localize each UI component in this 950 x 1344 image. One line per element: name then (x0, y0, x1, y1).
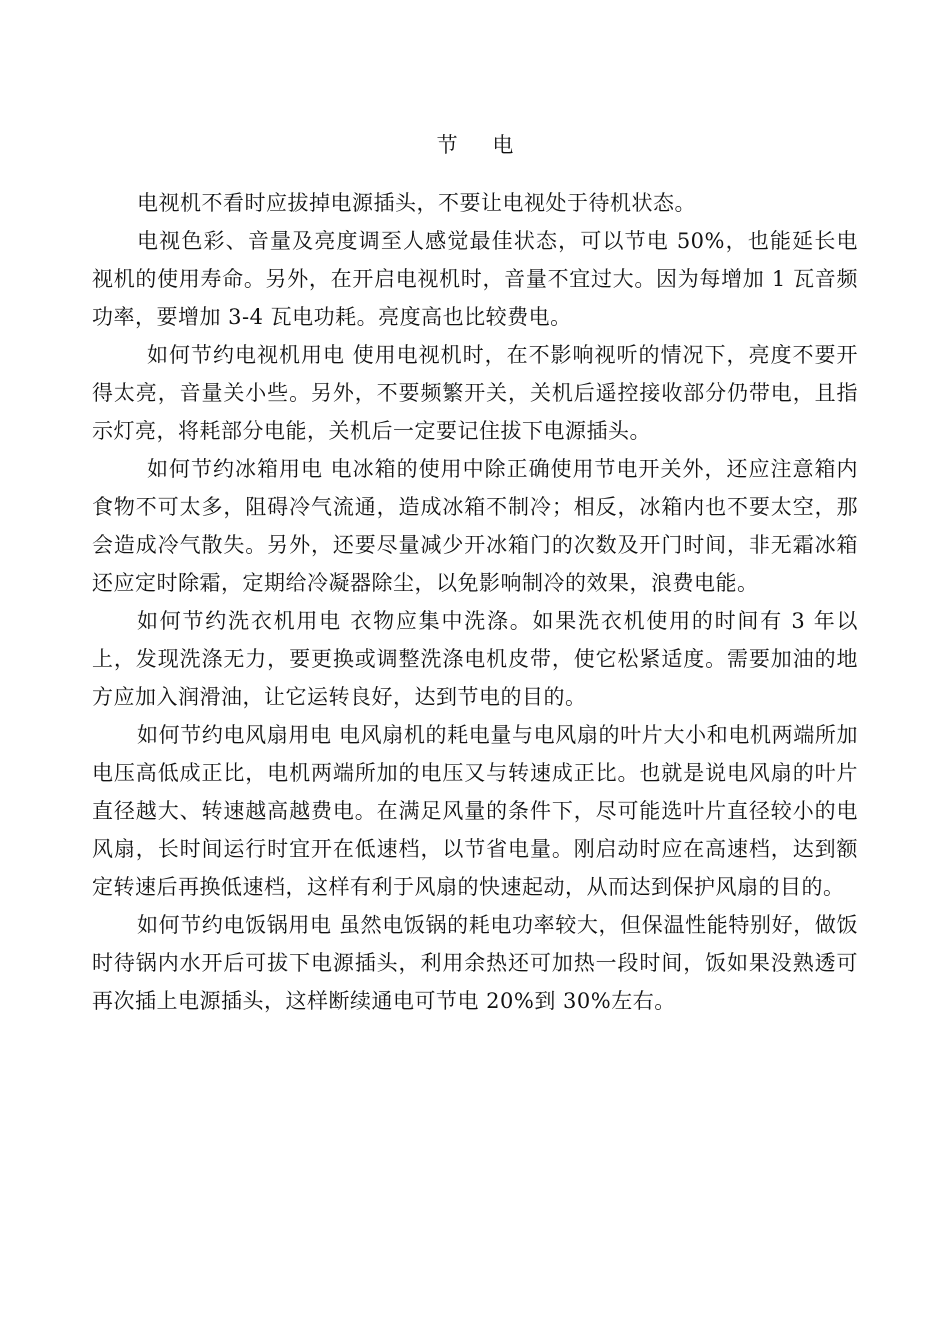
paragraph-tv-standby: 电视机不看时应拔掉电源插头，不要让电视处于待机状态。 (137, 191, 696, 215)
paragraph-tv-settings: 电视色彩、音量及亮度调至人感觉最佳状态，可以节电 50%，也能延长电视机的使用寿命。另外，在开启电视机时，音量不宜过大。因为每增加 1 瓦音频功率，要增加 3-4 瓦电功耗。亮度高也比较费电。 (92, 229, 858, 329)
document-body (92, 126, 858, 1020)
paragraph-washer-saving: 如何节约洗衣机用电 衣物应集中洗涤。如果洗衣机使用的时间有 3 年以上，发现洗涤无力，要更换或调整洗涤电机皮带，使它松紧适度。需要加油的地方应加入润滑油，让它运转良好，达到节电的目的。 (92, 609, 858, 709)
paragraph-tv-saving: 如何节约电视机用电 使用电视机时，在不影响视听的情况下，亮度不要开得太亮，音量关小些。另外，不要频繁开关，关机后遥控接收部分仍带电，且指示灯亮，将耗部分电能，关机后一定要记住拔下电源插头。 (92, 343, 858, 443)
paragraph-rice-cooker-saving: 如何节约电饭锅用电 虽然电饭锅的耗电功率较大，但保温性能特别好，做饭时待锅内水开后可拔下电源插头，利用余热还可加热一段时间，饭如果没熟透可再次插上电源插头，这样断续通电可节电 20%到 30%左右。 (92, 913, 858, 1013)
paragraph-fan-saving: 如何节约电风扇用电 电风扇机的耗电量与电风扇的叶片大小和电机两端所加电压高低成正比，电机两端所加的电压又与转速成正比。也就是说电风扇的叶片直径越大、转速越高越费电。在满足风量的条件下，尽可能选叶片直径较小的电风扇，长时间运行时宜开在低速档，以节省电量。刚启动时应在高速档，达到额定转速后再换低速档，这样有利于风扇的快速起动，从而达到保护风扇的目的。 (92, 723, 858, 899)
paragraph-fridge-saving: 如何节约冰箱用电 电冰箱的使用中除正确使用节电开关外，还应注意箱内食物不可太多，阻碍冷气流通，造成冰箱不制冷；相反，冰箱内也不要太空，那会造成冷气散失。另外，还要尽量减少开冰箱门的次数及开门时间，非无霜冰箱还应定时除霜，定期给冷凝器除尘，以免影响制冷的效果，浪费电能。 (92, 457, 858, 595)
document-title: 节 电 (436, 133, 528, 157)
